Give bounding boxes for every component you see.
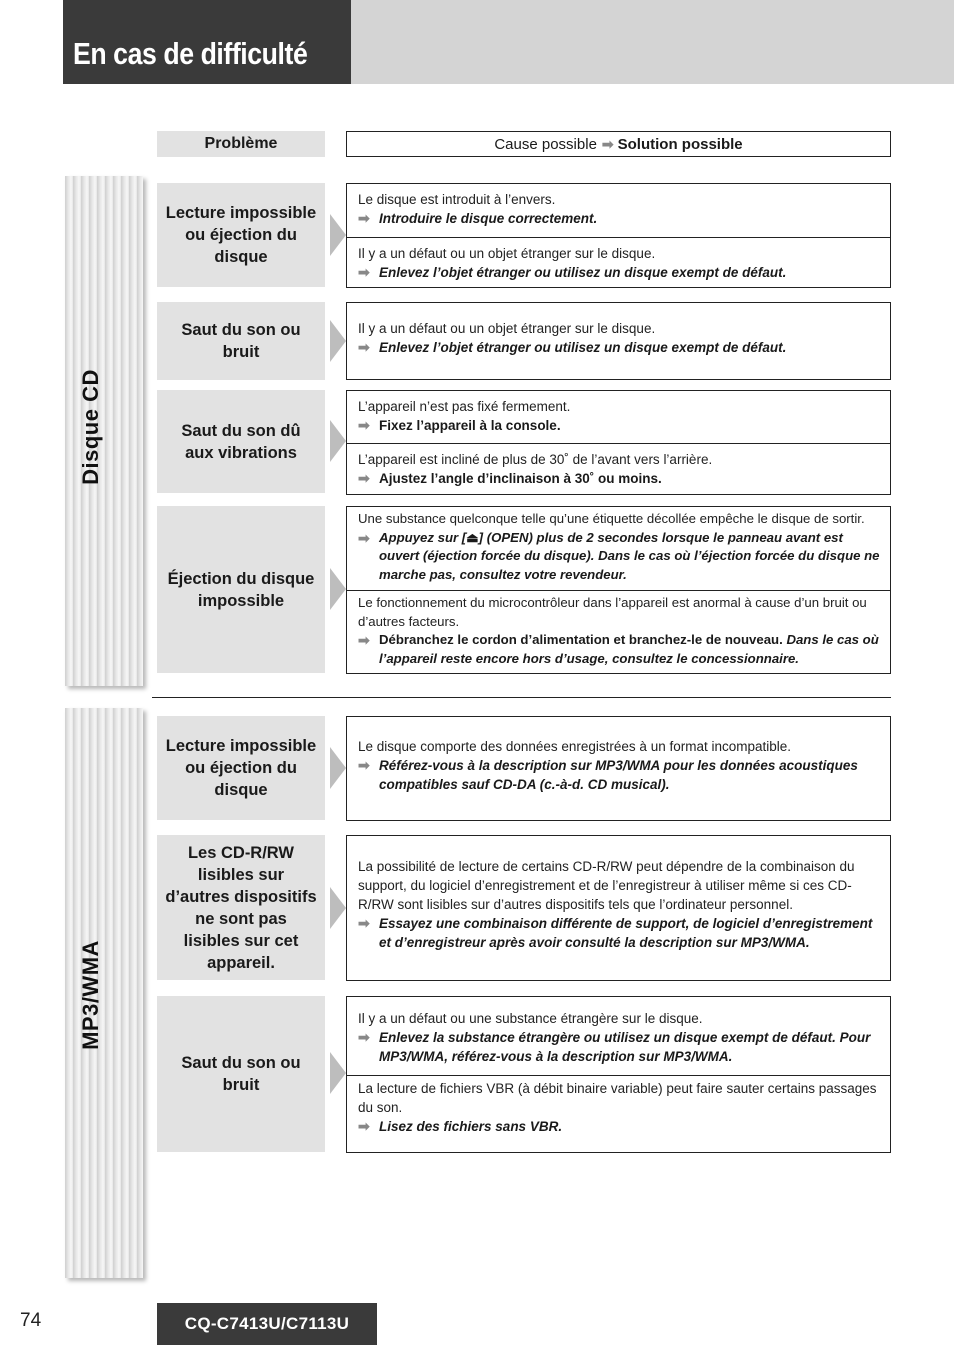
arrow-icon: ➡ — [358, 915, 370, 931]
model-number-badge: CQ-C7413U/C7113U — [157, 1303, 377, 1345]
problem-column-header: Problème — [157, 131, 325, 157]
solution-box — [346, 302, 891, 380]
solution-text: ➡ Fixez l’appareil à la console. — [358, 417, 561, 433]
solution-text: ➡ Ajustez l’angle d’inclinaison à 30˚ ou moins. — [358, 470, 662, 486]
cause-text: Une substance quelconque telle qu’une étiquette décollée empêche le disque de sortir. — [358, 511, 865, 526]
solution-box — [346, 716, 891, 821]
cause-solution-item — [347, 443, 890, 494]
cause-text: L’appareil n’est pas fixé fermement. — [358, 399, 571, 414]
row-arrow-icon — [330, 420, 346, 462]
solution-box — [346, 506, 891, 674]
solution-text: ➡ Appuyez sur [⏏] (OPEN) plus de 2 secondes lorsque le panneau avant est ouvert (éjection forcée du disque). Dans le cas où l’éjection forcée du disque ne marche pas, consultez votre revendeur. — [358, 529, 882, 585]
cause-text: Il y a un défaut ou un objet étranger sur le disque. — [358, 246, 656, 261]
arrow-icon: ➡ — [358, 1029, 370, 1045]
problem-cell: Lecture impossible ou éjection du disque — [157, 183, 325, 287]
cause-solution-item — [347, 590, 890, 673]
solution-box — [346, 996, 891, 1153]
cause-text: Le fonctionnement du microcontrôleur dans l’appareil est anormal à cause d’un bruit ou d’autres facteurs. — [358, 595, 867, 629]
cause-text: Le disque comporte des données enregistrées à un format incompatible. — [358, 739, 792, 754]
row-arrow-icon — [330, 568, 346, 610]
arrow-icon: ➡ — [358, 529, 370, 546]
solution-box — [346, 835, 891, 981]
cause-solution-item — [347, 997, 890, 1075]
problem-cell: Saut du son dû aux vibrations — [157, 390, 325, 493]
cause-solution-column-header — [346, 131, 891, 157]
row-arrow-icon — [330, 1052, 346, 1094]
cause-text: L’appareil est incliné de plus de 30˚ de l’avant vers l’arrière. — [358, 452, 713, 467]
problem-cell: Lecture impossible ou éjection du disque — [157, 716, 325, 820]
cause-solution-item — [347, 237, 890, 288]
cause-solution-item — [347, 303, 890, 379]
row-arrow-icon — [330, 320, 346, 362]
title-bar-extension — [351, 0, 954, 84]
cause-text: Le disque est introduit à l’envers. — [358, 192, 556, 207]
solution-text: ➡ Enlevez la substance étrangère ou utilisez un disque exempt de défaut. Pour MP3/WMA, référez-vous à la description sur MP3/WMA. — [358, 1029, 871, 1064]
row-arrow-icon — [330, 887, 346, 929]
cause-text: La possibilité de lecture de certains CD-R/RW peut dépendre de la combinaison du support, du logiciel d’enregistrement et de l’enregistreur à utiliser même si ces CD-R/RW sont lisibles sur d’autres dispositifs tels que l’ordinateur personnel. — [358, 859, 855, 912]
section-label-cd: Disque CD — [78, 369, 103, 485]
arrow-icon: ➡ — [358, 210, 370, 226]
solution-text: ➡ Débranchez le cordon d’alimentation et branchez-le de nouveau. Dans le cas où l’appareil reste encore hors d’usage, consultez le concessionnaire. — [358, 631, 882, 668]
section-tab-cd — [65, 176, 143, 686]
cause-solution-item — [347, 717, 890, 820]
arrow-icon: ➡ — [358, 757, 370, 773]
row-arrow-icon — [330, 214, 346, 256]
problem-cell: Éjection du disque impossible — [157, 506, 325, 673]
solution-text: ➡ Enlevez l’objet étranger ou utilisez un disque exempt de défaut. — [358, 264, 787, 280]
page-title: En cas de difficulté — [73, 36, 308, 71]
arrow-icon: ➡ — [358, 339, 370, 355]
cause-header-label: Cause possible — [494, 135, 597, 153]
solution-text: ➡ Introduire le disque correctement. — [358, 210, 598, 226]
arrow-icon: ➡ — [358, 632, 370, 648]
arrow-icon: ➡ — [358, 1118, 370, 1134]
solution-box — [346, 183, 891, 288]
solution-box — [346, 390, 891, 495]
cause-solution-item — [347, 1075, 890, 1152]
arrow-icon: ➡ — [358, 470, 370, 486]
cause-text: Il y a un défaut ou un objet étranger sur le disque. — [358, 321, 656, 336]
problem-cell: Les CD-R/RW lisibles sur d’autres dispositifs ne sont pas lisibles sur cet appareil. — [157, 835, 325, 980]
page-number: 74 — [20, 1310, 42, 1331]
cause-solution-item — [347, 391, 890, 443]
problem-cell: Saut du son ou bruit — [157, 302, 325, 380]
solution-text: ➡ Lisez des fichiers sans VBR. — [358, 1118, 563, 1134]
section-tab-mp3 — [65, 708, 143, 1278]
problem-cell: Saut du son ou bruit — [157, 996, 325, 1152]
cause-text: La lecture de fichiers VBR (à débit binaire variable) peut faire sauter certains passages du son. — [358, 1081, 877, 1115]
solution-text: ➡ Essayez une combinaison différente de support, de logiciel d’enregistrement et d’enregistreur après avoir consulté la description sur MP3/WMA. — [358, 915, 873, 950]
cause-solution-item — [347, 184, 890, 237]
solution-text: ➡ Enlevez l’objet étranger ou utilisez un disque exempt de défaut. — [358, 339, 787, 355]
arrow-icon: ➡ — [601, 135, 614, 152]
arrow-icon: ➡ — [358, 264, 370, 280]
cause-text: Il y a un défaut ou une substance étrangère sur le disque. — [358, 1011, 703, 1026]
cause-solution-item — [347, 507, 890, 590]
cause-solution-item — [347, 836, 890, 980]
solution-text: ➡ Référez-vous à la description sur MP3/WMA pour les données acoustiques compatibles sauf CD-DA (c.-à-d. CD musical). — [358, 757, 858, 792]
section-label-mp3: MP3/WMA — [78, 940, 103, 1050]
row-arrow-icon — [330, 747, 346, 789]
eject-icon: ⏏ — [466, 529, 479, 545]
section-divider — [152, 697, 891, 698]
arrow-icon: ➡ — [358, 417, 370, 433]
solution-header-label: Solution possible — [617, 135, 743, 153]
